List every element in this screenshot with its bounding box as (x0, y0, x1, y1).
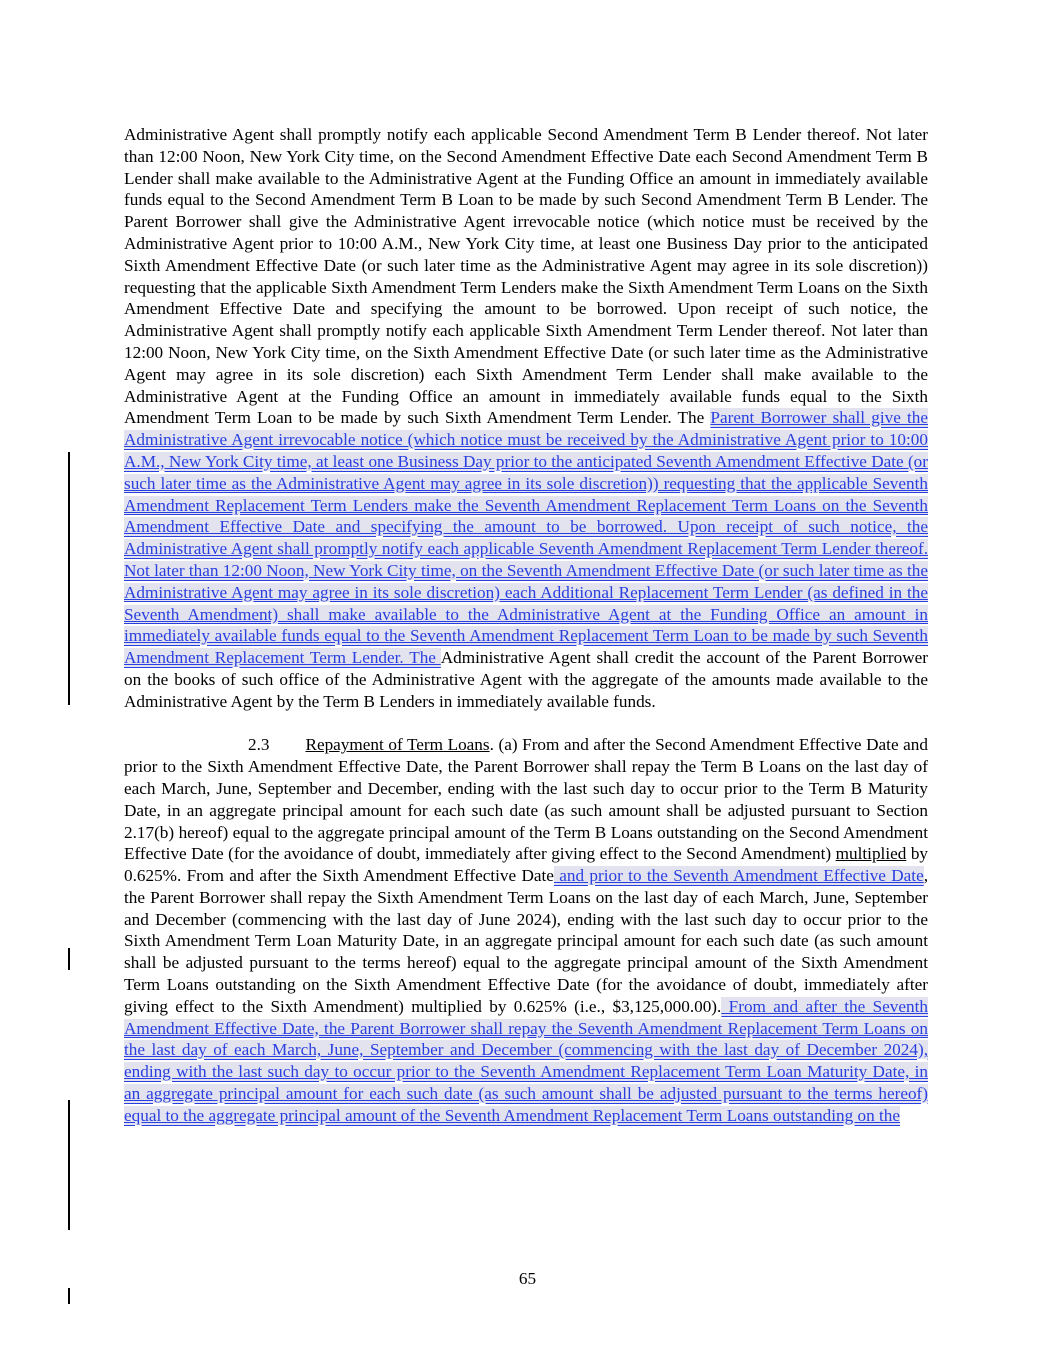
emphasis-multiplied: multiplied (835, 844, 907, 864)
inserted-text: Parent Borrower shall give the Administrative Agent irrevocable notice (which notice must be received by the Administrative Agent prior to 10:00 A.M., New York City time, at least one Business Day prior to the anticipated Seventh Amendment Effective Date (or such later time as the Administrative Agent may agree in its sole discretion)) requesting that the applicable Seventh Amendment Replacement Term Lenders make the Seventh Amendment Replacement Term Loans on the Seventh Amendment Effective Date and specifying the amount to be borrowed. Upon receipt of such notice, the Administrative Agent shall promptly notify each applicable Seventh Amendment Replacement Term Lender thereof. Not later than 12:00 Noon, New York City time, on the Seventh Amendment Effective Date (or such later time as the Administrative Agent may agree in its sole discretion) each Additional Replacement Term Lender (as defined in the Seventh Amendment) shall make available to the Administrative Agent at the Funding Office an amount in immediately available funds equal to the Seventh Amendment Replacement Term Loan to be made by such Seventh Amendment Replacement Term Lender. The (124, 408, 929, 668)
inserted-text: From and after the Seventh Amendment Effective Date, the Parent Borrower shall repay the Seventh Amendment Replacement Term Loans on the last day of each March, June, September and December (commencing with the last day of December 2024), ending with the last such day to occur prior to the Seventh Amendment Replacement Term Loan Maturity Date, in an aggregate principal amount for each such date (as such amount shall be adjusted pursuant to the terms hereof) equal to the aggregate principal amount of the Seventh Amendment Replacement Term Loans outstanding on the (124, 996, 928, 1125)
paragraph-text: by 0.625%. From and after the Sixth Amendment Effective Date (124, 844, 929, 886)
paragraph-text: Administrative Agent shall promptly notify each applicable Second Amendment Term B Lender thereof. Not later than 12:00 Noon, New York City time, on the Second Amendment Effective Date each Second Amendment Term B Lender shall make available to the Administrative Agent at the Funding Office an amount in immediately available funds equal to the Second Amendment Term B Loan to be made by such Second Amendment Term B Lender. The Parent Borrower shall give the Administrative Agent irrevocable notice (which notice must be received by the Administrative Agent prior to 10:00 A.M., New York City time, at least one Business Day prior to the anticipated Sixth Amendment Effective Date (or such later time as the Administrative Agent may agree in its sole discretion)) requesting that the applicable Sixth Amendment Term Lenders make the Sixth Amendment Term Loans on the Sixth Amendment Effective Date and specifying the amount to be borrowed. Upon receipt of such notice, the Administrative Agent shall promptly notify each applicable Sixth Amendment Term Lender thereof. Not later than 12:00 Noon, New York City time, on the Sixth Amendment Effective Date (or such later time as the Administrative Agent may agree in its sole discretion) each Sixth Amendment Term Lender shall make available to the Administrative Agent at the Funding Office an amount in immediately available funds equal to the Sixth Amendment Term Loan to be made by such Sixth Amendment Term Lender. The (124, 125, 928, 428)
document-page (124, 124, 928, 1127)
section-title (269, 735, 489, 754)
paragraph-text: , the Parent Borrower shall repay the Sixth Amendment Term Loans on the last day of each March, June, September and December (commencing with the last day of June 2024), ending with the last such day to occur prior to the Sixth Amendment Term Loan Maturity Date, in an aggregate principal amount for each such date (as such amount shall be adjusted pursuant to the terms hereof) equal to the aggregate principal amount of the Sixth Amendment Term Loans outstanding on the Sixth Amendment Effective Date (for the avoidance of doubt, immediately after giving effect to the Sixth Amendment) multiplied by 0.625% (i.e., $3,125,000.00). (124, 866, 929, 1016)
section-number: 2.3 (248, 735, 270, 755)
page-number: 65 (518, 1269, 537, 1288)
change-bar (68, 948, 70, 970)
change-bar (68, 1288, 70, 1304)
paragraph-text: . (a) From and after the Second Amendment Effective Date and prior to the Sixth Amendment Effective Date, the Parent Borrower shall repay the Term B Loans on the last day of each March, June, September and December, ending with the last such day to occur prior to the Term B Maturity Date, in an aggregate principal amount for each such date (as such amount shall be adjusted pursuant to Section 2.17(b) hereof) equal to the aggregate principal amount of the Term B Loans outstanding on the Second Amendment Effective Date (for the avoidance of doubt, immediately after giving effect to the Second Amendment) (124, 735, 928, 864)
change-bar (68, 1100, 70, 1230)
paragraph-text: Administrative Agent shall credit the account of the Parent Borrower on the books of such office of the Administrative Agent with the aggregate of the amounts made available to the Administrative Agent by the Term B Lenders in immediately available funds. (124, 648, 928, 711)
section-title-text: Repayment of Term Loans (305, 735, 490, 755)
inserted-text: and prior to the Seventh Amendment Effective Date (553, 866, 924, 886)
paragraph-funding (124, 124, 928, 713)
change-bar (68, 452, 70, 705)
section-2-3 (124, 734, 928, 1126)
